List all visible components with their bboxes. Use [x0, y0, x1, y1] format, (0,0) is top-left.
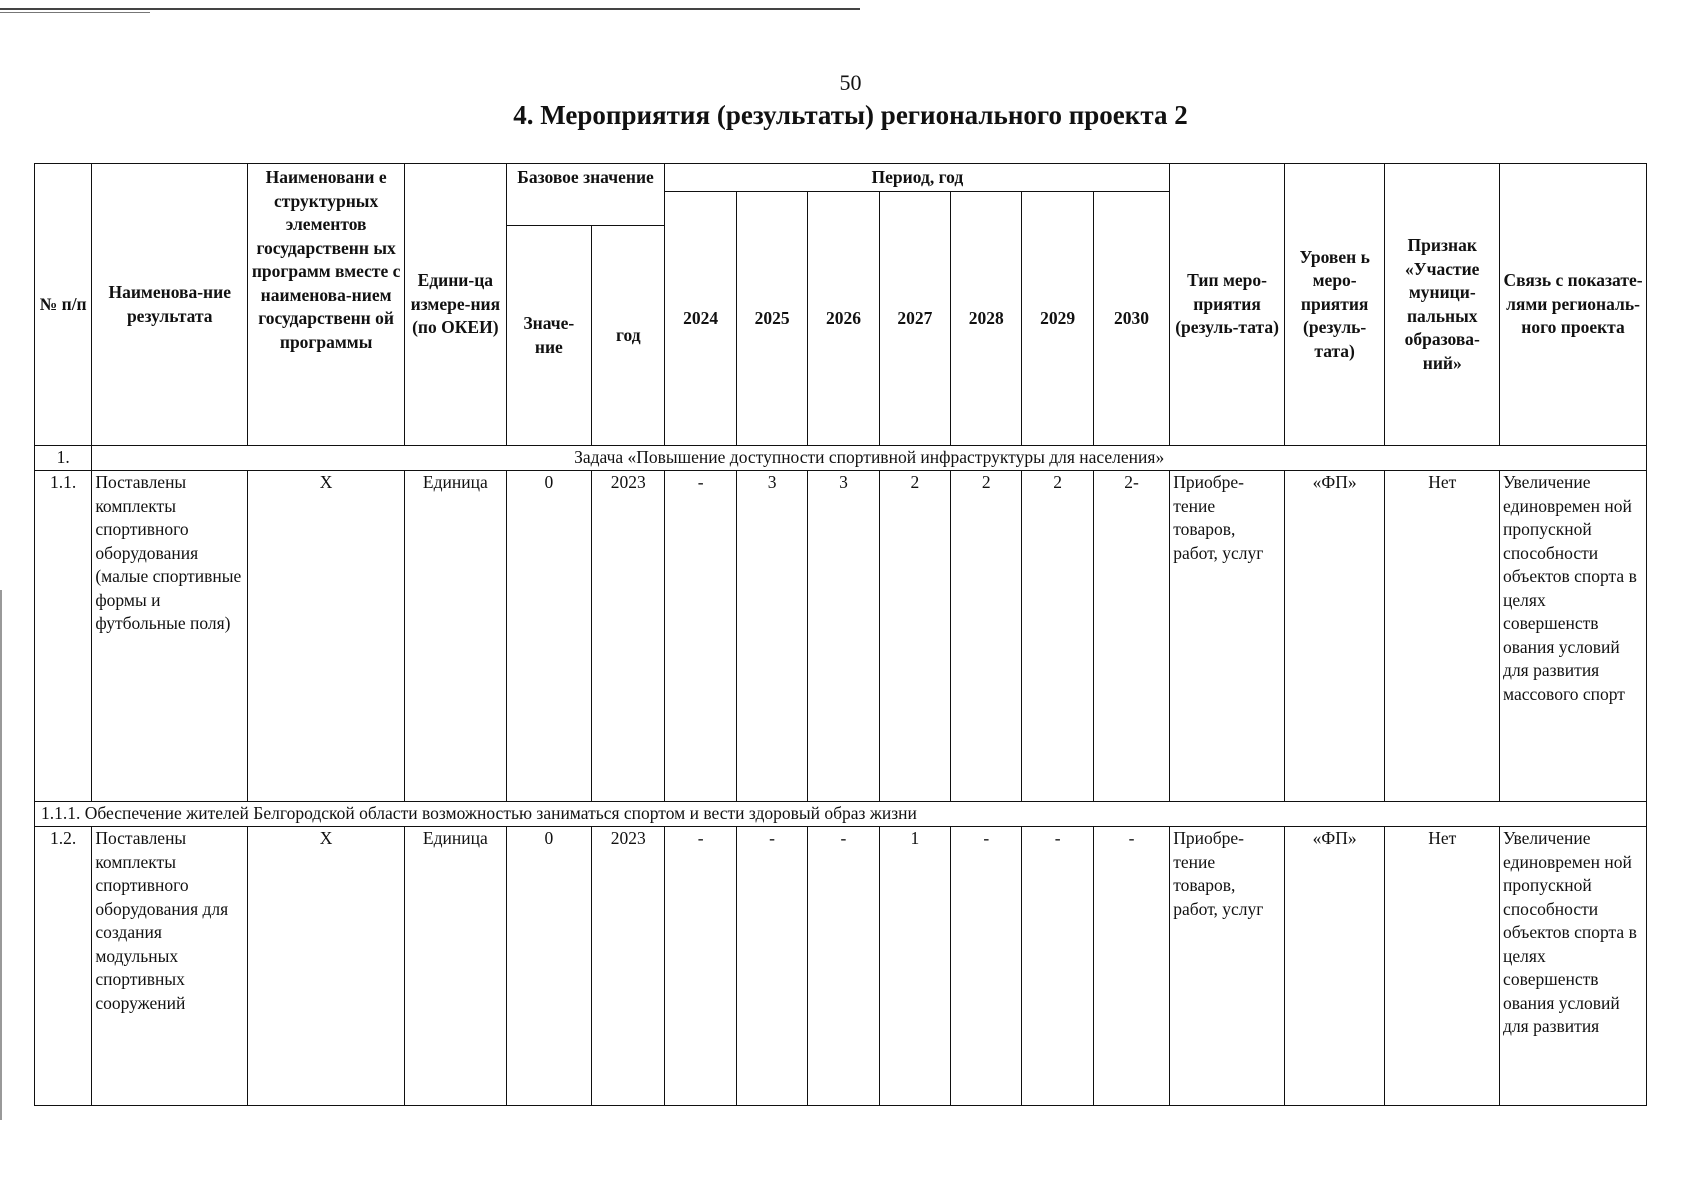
link-cell: Увеличение единовремен ной пропускной способности объектов спорта в целях совершенств ования условий для развития [1500, 827, 1647, 1106]
header-year: 2028 [951, 192, 1022, 446]
year-value: - [736, 827, 807, 1106]
level-cell: «ФП» [1284, 827, 1385, 1106]
task-text: Задача «Повышение доступности спортивной инфраструктуры для населения» [92, 446, 1647, 471]
page-title: 4. Мероприятия (результаты) регионального проекта 2 [513, 100, 1188, 130]
header-year: 2025 [736, 192, 807, 446]
header-base: Базовое значение [506, 164, 665, 226]
base-year-cell: 2023 [592, 827, 665, 1106]
year-value: 2- [1093, 471, 1169, 802]
header-link: Связь с показате-лями региональ-ного проекта [1500, 164, 1647, 446]
header-num: № п/п [35, 164, 92, 446]
header-name: Наименова-ние результата [92, 164, 248, 446]
header-period: Период, год [665, 164, 1170, 192]
year-value: 3 [808, 471, 879, 802]
type-cell: Приобре-тение товаров, работ, услуг [1170, 471, 1285, 802]
municipal-cell: Нет [1385, 827, 1500, 1106]
task-row [35, 446, 1647, 471]
year-value: 1 [879, 827, 950, 1106]
year-value: 2 [951, 471, 1022, 802]
subtask-text: 1.1.1. Обеспечение жителей Белгородской области возможностью заниматься спортом и вести здоровый образ жизни [35, 802, 1647, 827]
base-year-cell: 2023 [592, 471, 665, 802]
scan-edge [0, 590, 2, 1120]
header-year: 2027 [879, 192, 950, 446]
base-value-cell: 0 [506, 471, 591, 802]
result-name: Поставлены комплекты спортивного оборудования (малые спортивные формы и футбольные поля) [92, 471, 248, 802]
header-level: Уровен ь меро-приятия (резуль-тата) [1284, 164, 1385, 446]
header-structure: Наименовани е структурных элементов государственн ых программ вместе с наименова-нием государственн ой программы [248, 164, 405, 446]
municipal-cell: Нет [1385, 471, 1500, 802]
type-cell: Приобре-тение товаров, работ, услуг [1170, 827, 1285, 1106]
year-value: 3 [736, 471, 807, 802]
header-year: 2030 [1093, 192, 1169, 446]
header-base-year: год [592, 226, 665, 446]
task-num: 1. [35, 446, 92, 471]
subtask-row [35, 802, 1647, 827]
structure-cell: X [248, 471, 405, 802]
year-value: - [951, 827, 1022, 1106]
row-num: 1.1. [35, 471, 92, 802]
year-value: - [808, 827, 879, 1106]
year-value: 2 [879, 471, 950, 802]
link-cell: Увеличение единовремен ной пропускной способности объектов спорта в целях совершенств ования условий для развития массового спорт [1500, 471, 1647, 802]
unit-cell: Единица [405, 471, 507, 802]
results-table [34, 163, 1647, 1106]
header-municipal: Признак «Участие муници-пальных образова-ний» [1385, 164, 1500, 446]
structure-cell: X [248, 827, 405, 1106]
header-type: Тип меро-приятия (резуль-тата) [1170, 164, 1285, 446]
page-number: 50 [839, 70, 862, 95]
base-value-cell: 0 [506, 827, 591, 1106]
row-num: 1.2. [35, 827, 92, 1106]
unit-cell: Единица [405, 827, 507, 1106]
header-unit: Едини-ца измере-ния (по ОКЕИ) [405, 164, 507, 446]
year-value: - [665, 471, 736, 802]
table-row [35, 827, 1647, 1106]
year-value: - [1093, 827, 1169, 1106]
scan-artifact-line [0, 12, 150, 13]
year-value: - [665, 827, 736, 1106]
year-value: - [1022, 827, 1093, 1106]
header-year: 2029 [1022, 192, 1093, 446]
header-year: 2024 [665, 192, 736, 446]
level-cell: «ФП» [1284, 471, 1385, 802]
header-year: 2026 [808, 192, 879, 446]
table-row [35, 471, 1647, 802]
scan-artifact-line [0, 8, 860, 10]
year-value: 2 [1022, 471, 1093, 802]
header-base-value: Значе-ние [506, 226, 591, 446]
result-name: Поставлены комплекты спортивного оборудования для создания модульных спортивных сооружений [92, 827, 248, 1106]
